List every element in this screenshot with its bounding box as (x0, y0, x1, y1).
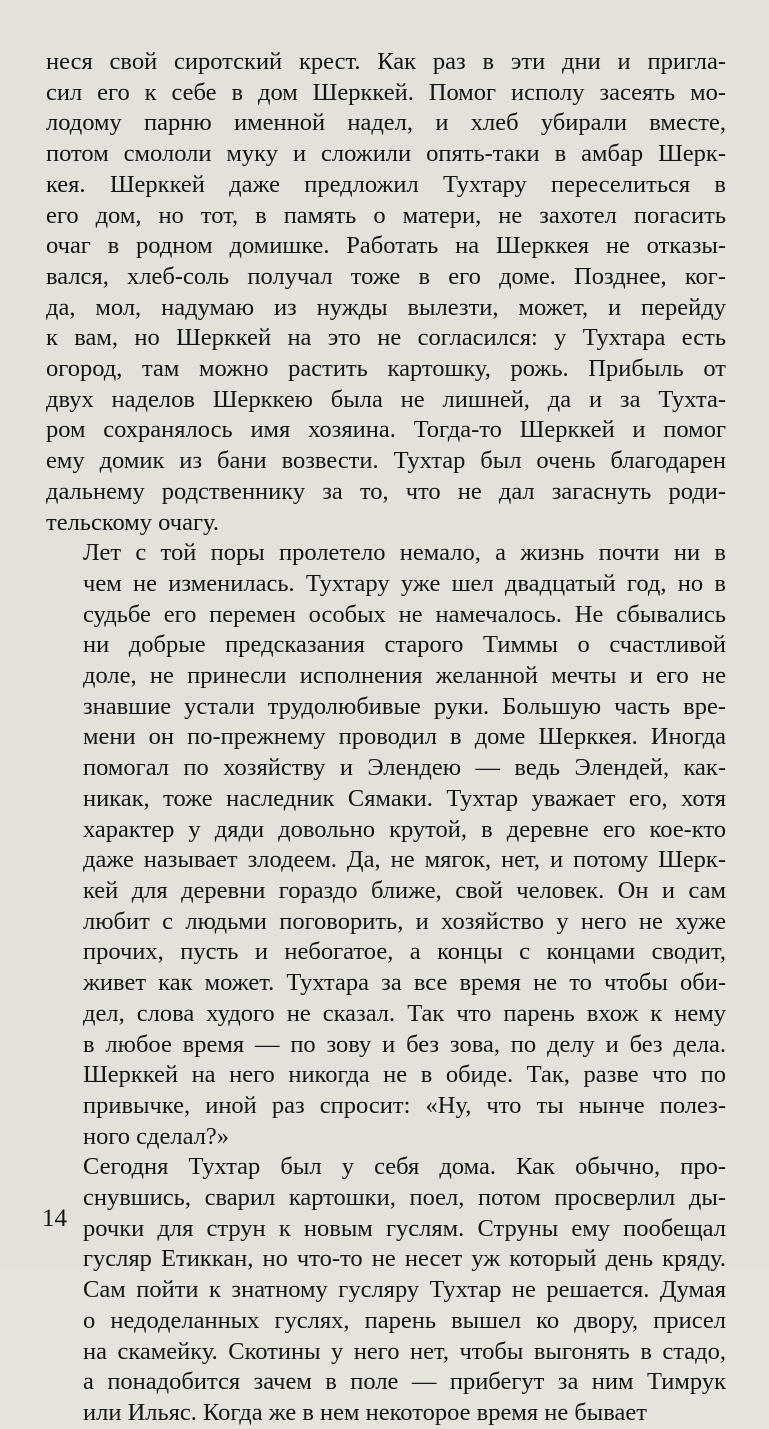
text-line: кея. Шерккей даже предложил Тухтару переселиться в (46, 170, 726, 198)
text-line: Сам пойти к знатному гусляру Тухтар не решается. Думая (83, 1276, 726, 1304)
text-line: да, мол, надумаю из нужды вылезти, может, и перейду (46, 293, 726, 321)
text-line: его дом, но тот, в память о матери, не захотел погасить (46, 201, 726, 229)
text-line: помогал по хозяйству и Элендею — ведь Элендей, как- (83, 754, 726, 782)
paragraph (46, 1152, 726, 1428)
page-number: 14 (42, 1205, 67, 1232)
text-line: вался, хлеб-соль получал тоже в его доме. Позднее, ког- (46, 262, 726, 290)
text-line: ему домик из бани возвести. Тухтар был очень благодарен (46, 447, 726, 475)
text-line: мени он по-прежнему проводил в доме Шерккея. Иногда (83, 723, 726, 751)
text-line: рочки для струн к новым гуслям. Струны ему пообещал (83, 1214, 726, 1242)
text-line: лодому парню именной надел, и хлеб убирали вместе, (46, 109, 726, 137)
text-line: дел, слова худого не сказал. Так что парень вхож к нему (83, 999, 726, 1027)
text-line: доле, не принесли исполнения желанной мечты и его не (83, 662, 726, 690)
text-line: а понадобится зачем в поле — прибегут за ним Тимрук (83, 1368, 726, 1396)
text-line: привычке, иной раз спросит: «Ну, что ты нынче полез- (83, 1091, 726, 1119)
text-line: прочих, пусть и небогатое, а концы с концами сводит, (83, 938, 726, 966)
text-line: очаг в родном домишке. Работать на Шерккея не отказы- (46, 232, 726, 260)
text-line: ни добрые предсказания старого Тиммы о счастливой (83, 631, 726, 659)
paragraph (46, 47, 726, 538)
text-line: судьбе его перемен особых не намечалось. Не сбывались (83, 600, 726, 628)
text-line: знавшие устали трудолюбивые руки. Большую часть вре- (83, 692, 726, 720)
text-line: любит с людьми поговорить, и хозяйство у него не хуже (83, 907, 726, 935)
text-line: к вам, но Шерккей на это не согласился: у Тухтара есть (46, 324, 726, 352)
text-line: характер у дяди довольно крутой, в деревне его кое-кто (83, 815, 726, 843)
text-line: сил его к себе в дом Шерккей. Помог исполу засеять мо- (46, 78, 726, 106)
paragraph (46, 538, 726, 1152)
text-line: чем не изменилась. Тухтару уже шел двадцатый год, но в (83, 569, 726, 597)
text-line: Сегодня Тухтар был у себя дома. Как обычно, про- (83, 1153, 726, 1181)
body-text (46, 47, 726, 1429)
text-line: дальнему родственнику за то, что не дал загаснуть роди- (46, 477, 726, 505)
text-line: Лет с той поры пролетело немало, а жизнь почти ни в (83, 539, 726, 567)
text-line: о недоделанных гуслях, парень вышел ко двору, присел (83, 1306, 726, 1334)
text-line: гусляр Етиккан, но что-то не несет уж который день кряду. (83, 1245, 726, 1273)
text-line: неся свой сиротский крест. Как раз в эти дни и пригла- (46, 48, 726, 75)
text-line: огород, там можно растить картошку, рожь. Прибыль от (46, 355, 726, 383)
text-line: снувшись, сварил картошки, поел, потом просверлил ды- (83, 1184, 726, 1212)
text-line: на скамейку. Скотины у него нет, чтобы выгонять в стадо, (83, 1337, 726, 1365)
text-line: никак, тоже наследник Сямаки. Тухтар уважает его, хотя (83, 784, 726, 812)
text-line: или Ильяс. Когда же в нем некоторое время не бывает (83, 1398, 647, 1426)
text-line: ром сохранялось имя хозяина. Тогда-то Шерккей и помог (46, 416, 726, 444)
text-line: живет как может. Тухтара за все время не то чтобы оби- (83, 969, 726, 997)
text-line: кей для деревни гораздо ближе, свой человек. Он и сам (83, 876, 726, 904)
text-line: двух наделов Шерккею была не лишней, да и за Тухта- (46, 385, 726, 413)
text-line: в любое время — по зову и без зова, по делу и без дела. (83, 1030, 726, 1058)
text-line: тельскому очагу. (46, 508, 219, 536)
text-line: ного сделал?» (83, 1122, 230, 1150)
text-line: потом смололи муку и сложили опять-таки в амбар Шерк- (46, 140, 726, 168)
text-line: Шерккей на него никогда не в обиде. Так, разве что по (83, 1061, 726, 1089)
text-line: даже называет злодеем. Да, не мягок, нет, и потому Шерк- (83, 846, 726, 874)
